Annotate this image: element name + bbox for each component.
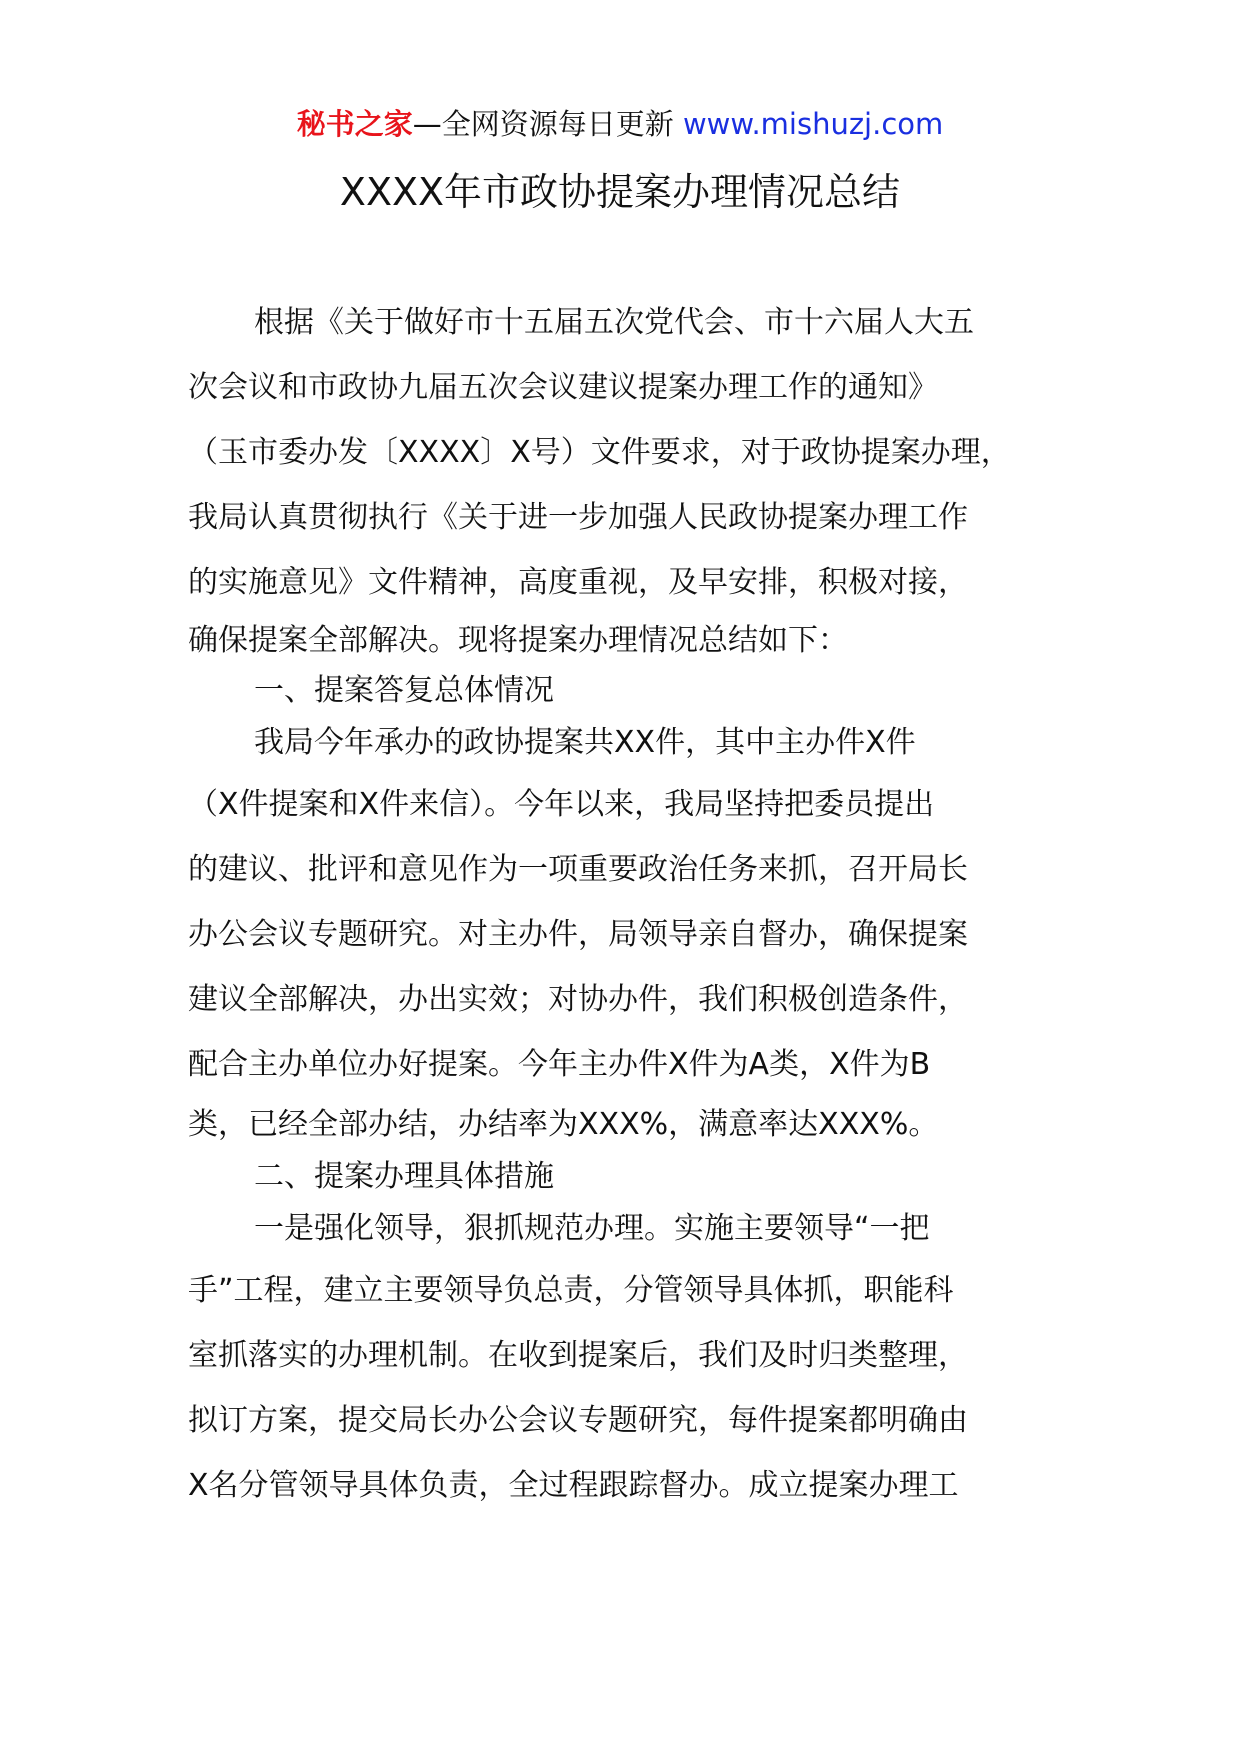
paragraph-2-line: 建议全部解决，办出实效；对协办件，我们积极创造条件， [188,982,968,1017]
paragraph-2-line: 办公会议专题研究。对主办件，局领导亲自督办，确保提案 [188,917,968,952]
paragraph-2-line: 的建议、批评和意见作为一项重要政治任务来抓，召开局长 [188,852,968,887]
paragraph-2-line: 配合主办单位办好提案。今年主办件X件为A类，X件为B [188,1047,931,1082]
paragraph-3-line: X名分管领导具体负责，全过程跟踪督办。成立提案办理工 [188,1468,959,1503]
site-banner [0,104,1240,144]
paragraph-2-line: 类，已经全部办结，办结率为XXX%，满意率达XXX%。 [188,1107,939,1142]
paragraph-1-line: 根据《关于做好市十五届五次党代会、市十六届人大五 [254,305,974,340]
document-title: XXXX年市政协提案办理情况总结 [339,170,901,214]
paragraph-3-line: 室抓落实的办理机制。在收到提案后，我们及时归类整理， [188,1338,968,1373]
banner-url[interactable]: www.mishuzj.com [682,107,944,141]
paragraph-1-line: 的实施意见》文件精神，高度重视，及早安排，积极对接， [188,565,968,600]
section-heading-1: 一、提案答复总体情况 [254,673,554,708]
paragraph-2-line: 我局今年承办的政协提案共XX件，其中主办件X件 [254,725,916,760]
paragraph-3-line: 拟订方案，提交局长办公会议专题研究，每件提案都明确由 [188,1403,968,1438]
paragraph-2-line: （X件提案和X件来信）。今年以来，我局坚持把委员提出 [188,787,935,822]
section-heading-2: 二、提案办理具体措施 [254,1159,554,1194]
document-body [188,290,1068,1518]
paragraph-1-line: 确保提案全部解决。现将提案办理情况总结如下： [188,623,848,658]
banner-brand: 秘书之家 [296,107,413,141]
paragraph-1-line: 次会议和市政协九届五次会议建议提案办理工作的通知》 [188,370,938,405]
paragraph-1-line: （玉市委办发〔XXXX〕X号）文件要求，对于政协提案办理， [188,435,1011,470]
paragraph-3-line: 手”工程，建立主要领导负总责，分管领导具体抓，职能科 [188,1273,954,1308]
paragraph-3-line: 一是强化领导，狠抓规范办理。实施主要领导“一把 [254,1211,930,1246]
paragraph-1-line: 我局认真贯彻执行《关于进一步加强人民政协提案办理工作 [188,500,968,535]
banner-slogan: —全网资源每日更新 [412,107,674,141]
